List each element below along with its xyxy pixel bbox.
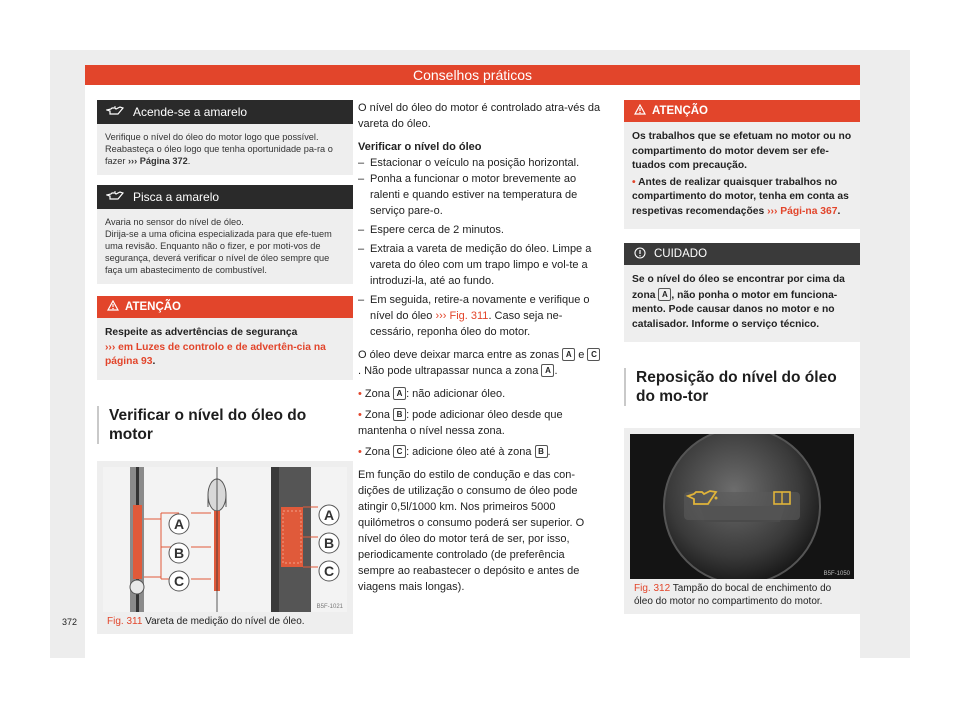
indicator-steady-body: Verifique o nível do óleo do motor logo que possível. Reabasteça o óleo logo que tenha oportunidade pa-ra o fazer [105, 132, 333, 166]
zone-mark: A [541, 364, 554, 377]
page-link[interactable]: ››› Pági-na 367 [767, 205, 838, 217]
warning-link[interactable]: ››› em Luzes de controlo e de advertên-cia na página 93 [105, 341, 326, 367]
caution-text-b: , não ponha o motor em funciona-mento. Pode causar danos no motor e no catalisador. Informe o serviço técnico. [632, 289, 838, 330]
indicator-steady-header [97, 100, 353, 124]
figure-312 [624, 428, 860, 614]
indicator-steady-text [97, 124, 353, 175]
zone-mark: A [658, 288, 671, 301]
punct: . [152, 356, 156, 367]
zone-item: • Zona C : adicione óleo até à zona B . [358, 446, 551, 458]
caution-title: CUIDADO [654, 248, 708, 260]
figure-caption [630, 579, 854, 610]
step-item: – Em seguida, retire-a novamente e verifique o nível do óleo ››› Fig. 311. Caso seja ne-cessário, reponha óleo do motor. [358, 292, 602, 340]
figure-label: B [173, 544, 185, 561]
indicator-flash-text [97, 209, 353, 284]
warning-triangle-icon [634, 104, 646, 118]
step-item: – Ponha a funcionar o motor brevemente ao ralenti e quando estiver na temperatura de serviço pare-o. [358, 171, 602, 219]
zone-word: Zona [364, 446, 390, 458]
warning-body: Respeite as advertências de segurança [105, 327, 298, 338]
step-text [370, 292, 602, 340]
figure-caption [103, 612, 347, 631]
section-title-check: Verificar o nível do óleo do motor [97, 406, 353, 444]
step-text-b: . Caso seja ne-cessário, reponha óleo do motor. [370, 310, 563, 338]
warning-header [97, 296, 353, 318]
caution-header [624, 243, 860, 265]
zone-b-text: : pode adicionar óleo desde que mantenha o nível nessa zona. [358, 409, 563, 437]
column-right [624, 100, 860, 614]
column-left [97, 100, 353, 634]
marks-paragraph [358, 347, 602, 379]
warning-p2-text: Antes de realizar quaisquer trabalhos no compartimento do motor, tenha em conta as respetivas recomendações [632, 176, 849, 217]
oil-cap-photo [630, 434, 854, 579]
info-circle-icon [634, 247, 646, 262]
indicator-steady-title: Acende-se a amarelo [133, 105, 248, 119]
indicator-flash-line1: Avaria no sensor do nível de óleo. [105, 217, 244, 227]
zone-c-text: : adicione óleo até à zona [406, 446, 532, 458]
indicator-steady-box [97, 100, 353, 175]
figure-number: Fig. 312 [634, 583, 671, 594]
punct: . [187, 156, 191, 166]
consumption-text: Em função do estilo de condução e das con-dições de utilização o consumo de óleo pode atingir 0,5l/1000 km. Nos primeiros 5000 quilómetros o consumo poderá ser superior. O nível do óleo do motor terá de ser, por isso, periodicamente controlado (de preferência sempre ao reabastecer o depósito e antes de viagens mais longas). [358, 469, 585, 593]
warning-triangle-icon [107, 300, 119, 314]
zone-item: • Zona A : não adicionar óleo. [358, 388, 506, 400]
zone-mark: B [393, 408, 406, 421]
warning-text [97, 318, 353, 380]
warning-title: ATENÇÃO [652, 105, 709, 117]
punct: . [837, 205, 841, 217]
figure-label: C [323, 562, 335, 579]
dipstick-svg [103, 467, 347, 612]
zone-mark: A [562, 348, 575, 361]
figure-caption-text: Vareta de medição do nível de óleo. [145, 615, 305, 627]
figure-number: Fig. 311 [107, 615, 143, 627]
oil-cap-icon [630, 434, 854, 579]
indicator-flash-line2: Dirija-se a uma oficina especializada para que efe-tuem uma revisão. Enquanto não o fizer, e por moti-vos de segurança, deverá verificar o nível de óleo sempre que faça um abastecimento de combustível. [105, 229, 332, 275]
page-link[interactable]: ››› Página 372 [128, 156, 188, 166]
step-item: – Espere cerca de 2 minutos. [358, 224, 504, 236]
zone-word: Zona [364, 409, 390, 421]
step-item: – Estacionar o veículo na posição horizontal. [358, 157, 580, 169]
marks-text-c: . Não pode ultrapassar nunca a zona [358, 365, 539, 377]
step-item: – Extraia a vareta de medição do óleo. Limpe a vareta do óleo com um trapo limpo e vol-te a introduzi-la, até ao fundo. [358, 241, 602, 289]
zone-word: Zona [364, 388, 390, 400]
intro-text: O nível do óleo do motor é controlado atra-vés da vareta do óleo. [358, 102, 601, 130]
step-text: Espere cerca de 2 minutos. [370, 224, 504, 236]
check-title: Verificar o nível do óleo [358, 141, 482, 153]
figure-code: B5F-1050 [823, 571, 850, 577]
figure-caption-text: Tampão do bocal de enchimento do óleo do motor no compartimento do motor. [634, 583, 832, 607]
figure-label: C [173, 572, 185, 589]
zone-mark: A [393, 387, 406, 400]
zone-mark: C [587, 348, 600, 361]
marks-text-b: e [578, 349, 585, 361]
step-text: Estacionar o veículo na posição horizontal. [370, 157, 580, 169]
figure-link[interactable]: ››› Fig. 311 [435, 310, 489, 322]
page-number: 372 [62, 617, 78, 627]
punct: . [554, 365, 558, 377]
zone-a-text: : não adicionar óleo. [406, 388, 506, 400]
warning-p1: Os trabalhos que se efetuam no motor ou no compartimento do motor devem ser efe-tuados com precaução. [632, 131, 852, 171]
indicator-flash-box [97, 185, 353, 284]
figure-label: A [173, 515, 185, 532]
caution-box [624, 243, 860, 342]
caution-text-a: Se o nível do óleo se encontrar por cima da zona [632, 274, 845, 301]
caution-text [624, 265, 860, 342]
dipstick-illustration [103, 467, 347, 612]
step-text: Extraia a vareta de medição do óleo. Limpe a vareta do óleo com um trapo limpo e vol-te a introduzi-la, até ao fundo. [370, 243, 592, 287]
zone-item: • Zona B : pode adicionar óleo desde que mantenha o nível nessa zona. [358, 409, 563, 437]
zone-mark: B [535, 445, 548, 458]
indicator-flash-header [97, 185, 353, 209]
oil-can-icon [97, 105, 133, 119]
step-text: Ponha a funcionar o motor brevemente ao ralenti e quando estiver na temperatura de serviço pare-o. [370, 173, 578, 217]
marks-text-a: O óleo deve deixar marca entre as zonas [358, 349, 560, 361]
zone-mark: C [393, 445, 406, 458]
warning-box-right [624, 100, 860, 229]
figure-label: B [323, 534, 335, 551]
warning-p2: • Antes de realizar quaisquer trabalhos no compartimento do motor, tenha em conta as respetivas recomendações ››› Pági-na 367. [632, 176, 849, 217]
warning-title: ATENÇÃO [125, 301, 182, 313]
page-header: Conselhos práticos [85, 65, 860, 85]
figure-label: A [323, 506, 335, 523]
column-middle [358, 100, 602, 595]
warning-text [624, 122, 860, 229]
figure-311 [97, 461, 353, 635]
oil-can-icon [97, 190, 133, 204]
step-text-a: Em seguida, retire-a novamente e verifique o nível do óleo [370, 294, 590, 322]
warning-box-left [97, 296, 353, 380]
indicator-flash-title: Pisca a amarelo [133, 190, 220, 204]
warning-header [624, 100, 860, 122]
section-title-refill: Reposição do nível do óleo do mo-tor [624, 368, 856, 406]
punct: . [547, 446, 551, 458]
figure-code: B5F-1021 [316, 603, 343, 610]
